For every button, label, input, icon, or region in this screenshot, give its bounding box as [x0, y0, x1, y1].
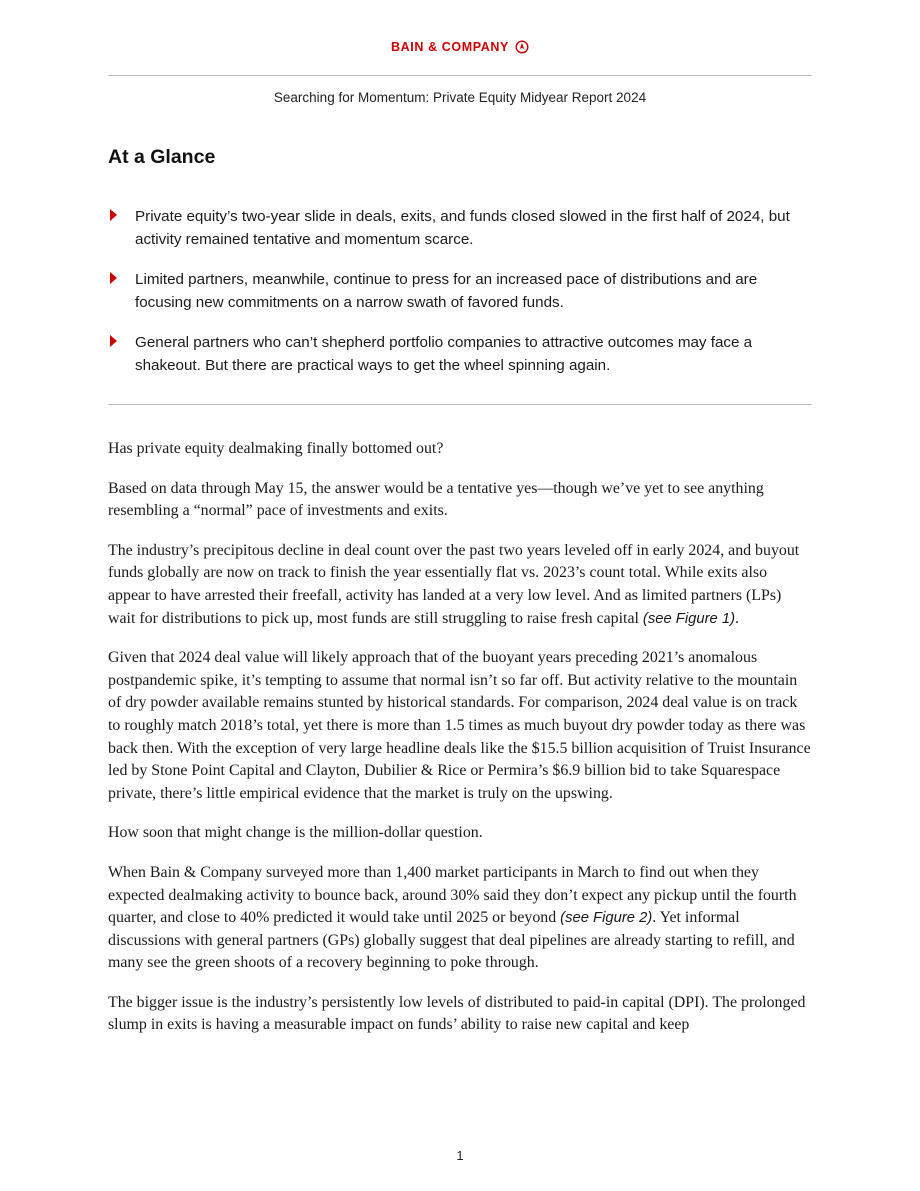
figure-reference: (see Figure 2) — [560, 910, 653, 927]
paragraph: Has private equity dealmaking finally bottomed out? — [108, 440, 444, 457]
section-divider — [108, 404, 812, 405]
glance-bullet — [108, 331, 812, 377]
at-a-glance-list — [108, 205, 812, 394]
figure-reference: (see Figure 1) — [642, 610, 736, 627]
paragraph-text: . — [735, 609, 739, 627]
glance-bullet — [108, 268, 812, 314]
brand-logo — [108, 40, 812, 54]
at-a-glance-heading: At a Glance — [108, 146, 216, 168]
glance-bullet — [108, 205, 812, 251]
glance-bullet-text: Private equity’s two-year slide in deals, exits, and funds closed slowed in the first half of 2024, but activity remained tentative and momentum scarce. — [135, 208, 790, 248]
red-triangle-icon — [110, 335, 117, 347]
paragraph-text: . Yet informal discussions with general partners (GPs) globally suggest that deal pipelines are already starting to refill, and many see the green shoots of a recovery beginning to poke through. — [108, 909, 795, 972]
red-triangle-icon — [110, 209, 117, 221]
body-text — [108, 438, 812, 1054]
paragraph: The bigger issue is the industry’s persistently low levels of distributed to paid-in capital (DPI). The prolonged slump in exits is having a measurable impact on funds’ ability to raise new capital and keep — [108, 993, 806, 1034]
bain-compass-icon — [515, 40, 529, 54]
brand-name: BAIN & COMPANY — [391, 40, 509, 54]
report-title: Searching for Momentum: Private Equity Midyear Report 2024 — [273, 90, 647, 105]
paragraph — [108, 862, 812, 975]
paragraph-text: When Bain & Company surveyed more than 1,400 market participants in March to find out when they expected dealmaking activity to bounce back, around 30% said they don’t expect any pickup until the fourth quarter, and close to 40% predicted it would take until 2025 or beyond — [108, 863, 797, 927]
glance-bullet-text: Limited partners, meanwhile, continue to press for an increased pace of distributions and are focusing new commitments on a narrow swath of favored funds. — [135, 271, 758, 311]
paragraph: How soon that might change is the million-dollar question. — [108, 824, 483, 842]
red-triangle-icon — [110, 272, 117, 284]
header-divider — [108, 75, 812, 76]
paragraph: Given that 2024 deal value will likely approach that of the buoyant years preceding 2021’s anomalous postpandemic spike, it’s tempting to assume that normal isn’t so far off. But activity relative to the mountain of dry powder available remains stunted by historical standards. For comparison, 2024 deal value is on track to roughly match 2018’s total, yet there is more than 1.5 times as much buyout dry powder today as there was back then. With the exception of very large headline deals like the $15.5 billion acquisition of Truist Insurance led by Stone Point Capital and Clayton, Dubilier & Rice or Permira’s $6.9 billion bid to take Squarespace private, there’s little empirical evidence that the market is truly on the upswing. — [108, 649, 811, 802]
paragraph: Based on data through May 15, the answer would be a tentative yes—though we’ve yet to see anything resembling a “normal” pace of investments and exits. — [108, 479, 764, 520]
paragraph-text: The industry’s precipitous decline in deal count over the past two years leveled off in early 2024, and buyout funds globally are now on track to finish the year essentially flat vs. 2023’s count total. While exits also appear to have arrested their freefall, activity has landed at a very low level. And as limited partners (LPs) wait for distributions to pick up, most funds are still struggling to raise fresh capital — [108, 541, 800, 627]
page-number: 1 — [456, 1148, 464, 1163]
glance-bullet-text: General partners who can’t shepherd portfolio companies to attractive outcomes may face a shakeout. But there are practical ways to get the wheel spinning again. — [135, 334, 753, 374]
paragraph — [108, 540, 812, 630]
